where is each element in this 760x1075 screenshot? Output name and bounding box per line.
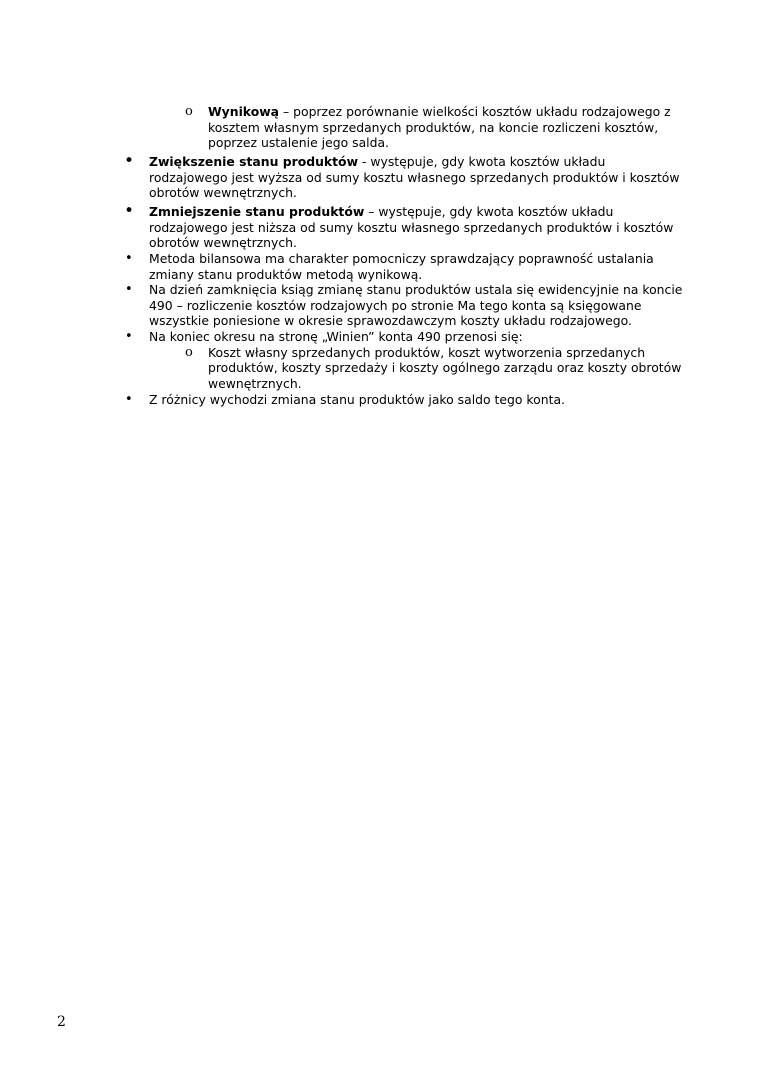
bullet-marker: • [125,251,133,266]
bullet-marker: • [124,151,135,171]
bullet-marker: • [125,282,133,297]
list-item-line: 490 – rozliczenie kosztów rodzajowych po stronie Ma tego konta są księgowane [149,298,642,313]
list-item-line: Zwiększenie stanu produktów - występuje, gdy kwota kosztów układu [149,154,606,169]
bullet-marker: • [125,329,133,344]
list-item-line: zmiany stanu produktów metodą wynikową. [149,267,423,282]
list-item-line: Zmniejszenie stanu produktów – występuje, gdy kwota kosztów układu [149,204,614,219]
list-item-line: rodzajowego jest niższa od sumy kosztu własnego sprzedanych produktów i kosztów [149,220,674,235]
list-item-line: produktów, koszty sprzedaży i koszty ogólnego zarządu oraz koszty obrotów [208,360,682,375]
bullet-marker: • [124,201,135,221]
bold-term: Zwiększenie stanu produktów [149,154,359,169]
list-item-line: wewnętrznych. [208,376,302,391]
bullet-marker: • [125,392,133,407]
list-item-line: Z różnicy wychodzi zmiana stanu produktów jako saldo tego konta. [149,392,565,407]
sub-bullet-marker: o [185,345,193,360]
list-item-line: poprzez ustalenie jego salda. [208,135,389,150]
list-item-line: obrotów wewnętrznych. [149,235,297,250]
list-item-line: Metoda bilansowa ma charakter pomocniczy sprawdzający poprawność ustalania [149,251,654,266]
page-number: 2 [57,1014,66,1030]
list-item-line: Na koniec okresu na stronę „Winien” konta 490 przenosi się: [149,329,523,344]
list-item-line: rodzajowego jest wyższa od sumy kosztu własnego sprzedanych produktów i kosztów [149,170,680,185]
list-item-line: Wynikową – poprzez porównanie wielkości kosztów układu rodzajowego z [208,104,671,119]
bold-term: Wynikową [208,104,280,119]
bold-term: Zmniejszenie stanu produktów [149,204,365,219]
sub-bullet-marker: o [185,104,193,119]
list-item-line: wszystkie poniesione w okresie sprawozdawczym koszty układu rodzajowego. [149,313,632,328]
list-item-line: Na dzień zamknięcia ksiąg zmianę stanu produktów ustala się ewidencyjnie na koncie [149,282,683,297]
list-item-line: Koszt własny sprzedanych produktów, koszt wytworzenia sprzedanych [208,345,646,360]
list-item-line: obrotów wewnętrznych. [149,185,297,200]
list-item-line: kosztem własnym sprzedanych produktów, na koncie rozliczeni kosztów, [208,120,659,135]
